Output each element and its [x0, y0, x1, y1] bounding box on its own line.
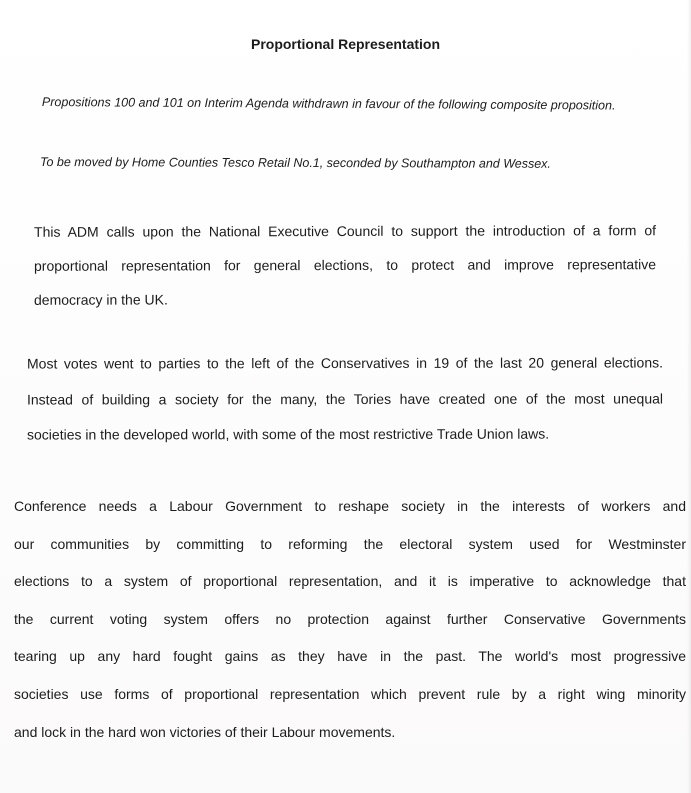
- paragraph-resolution: [34, 214, 656, 316]
- paragraph-line: proportional representation for general elections, to protect and improve representative: [33, 256, 657, 274]
- paragraph-line: societies in the developed world, with some of the most restrictive Trade Union laws.: [26, 425, 550, 443]
- paragraph-line: the current voting system offers no protection against further Conservative Governments: [14, 610, 686, 627]
- mover-note: To be moved by Home Counties Tesco Retail No.1, seconded by Southampton and Wessex.: [39, 155, 551, 171]
- paragraph-line: Most votes went to parties to the left of the Conservatives in 19 of the last 20 general elections.: [26, 354, 664, 372]
- paragraph-line: tearing up any hard fought gains as they have in the past. The world's most progressive: [14, 648, 686, 665]
- paragraph-line: our communities by committing to reforming the electoral system used for Westminster: [14, 535, 686, 552]
- withdrawn-note: Propositions 100 and 101 on Interim Agenda withdrawn in favour of the following composite proposition.: [41, 95, 616, 113]
- paragraph-line: This ADM calls upon the National Executive Council to support the introduction of a form of: [33, 222, 657, 240]
- paragraph-votes: [27, 346, 663, 453]
- paragraph-line: societies use forms of proportional representation which prevent rule by a right wing minority: [14, 685, 686, 702]
- paragraph-line: elections to a system of proportional representation, and it is imperative to acknowledge that: [14, 573, 686, 590]
- paragraph-line: Instead of building a society for the many, the Tories have created one of the most unequal: [26, 389, 664, 408]
- paragraph-line: democracy in the UK.: [33, 291, 168, 308]
- paragraph-line: Conference needs a Labour Government to reshape society in the interests of workers and: [14, 498, 686, 514]
- paragraph-conference: [14, 488, 686, 751]
- document-title: Proportional Representation: [250, 36, 441, 52]
- paragraph-line: and lock in the hard won victories of their Labour movements.: [14, 723, 396, 740]
